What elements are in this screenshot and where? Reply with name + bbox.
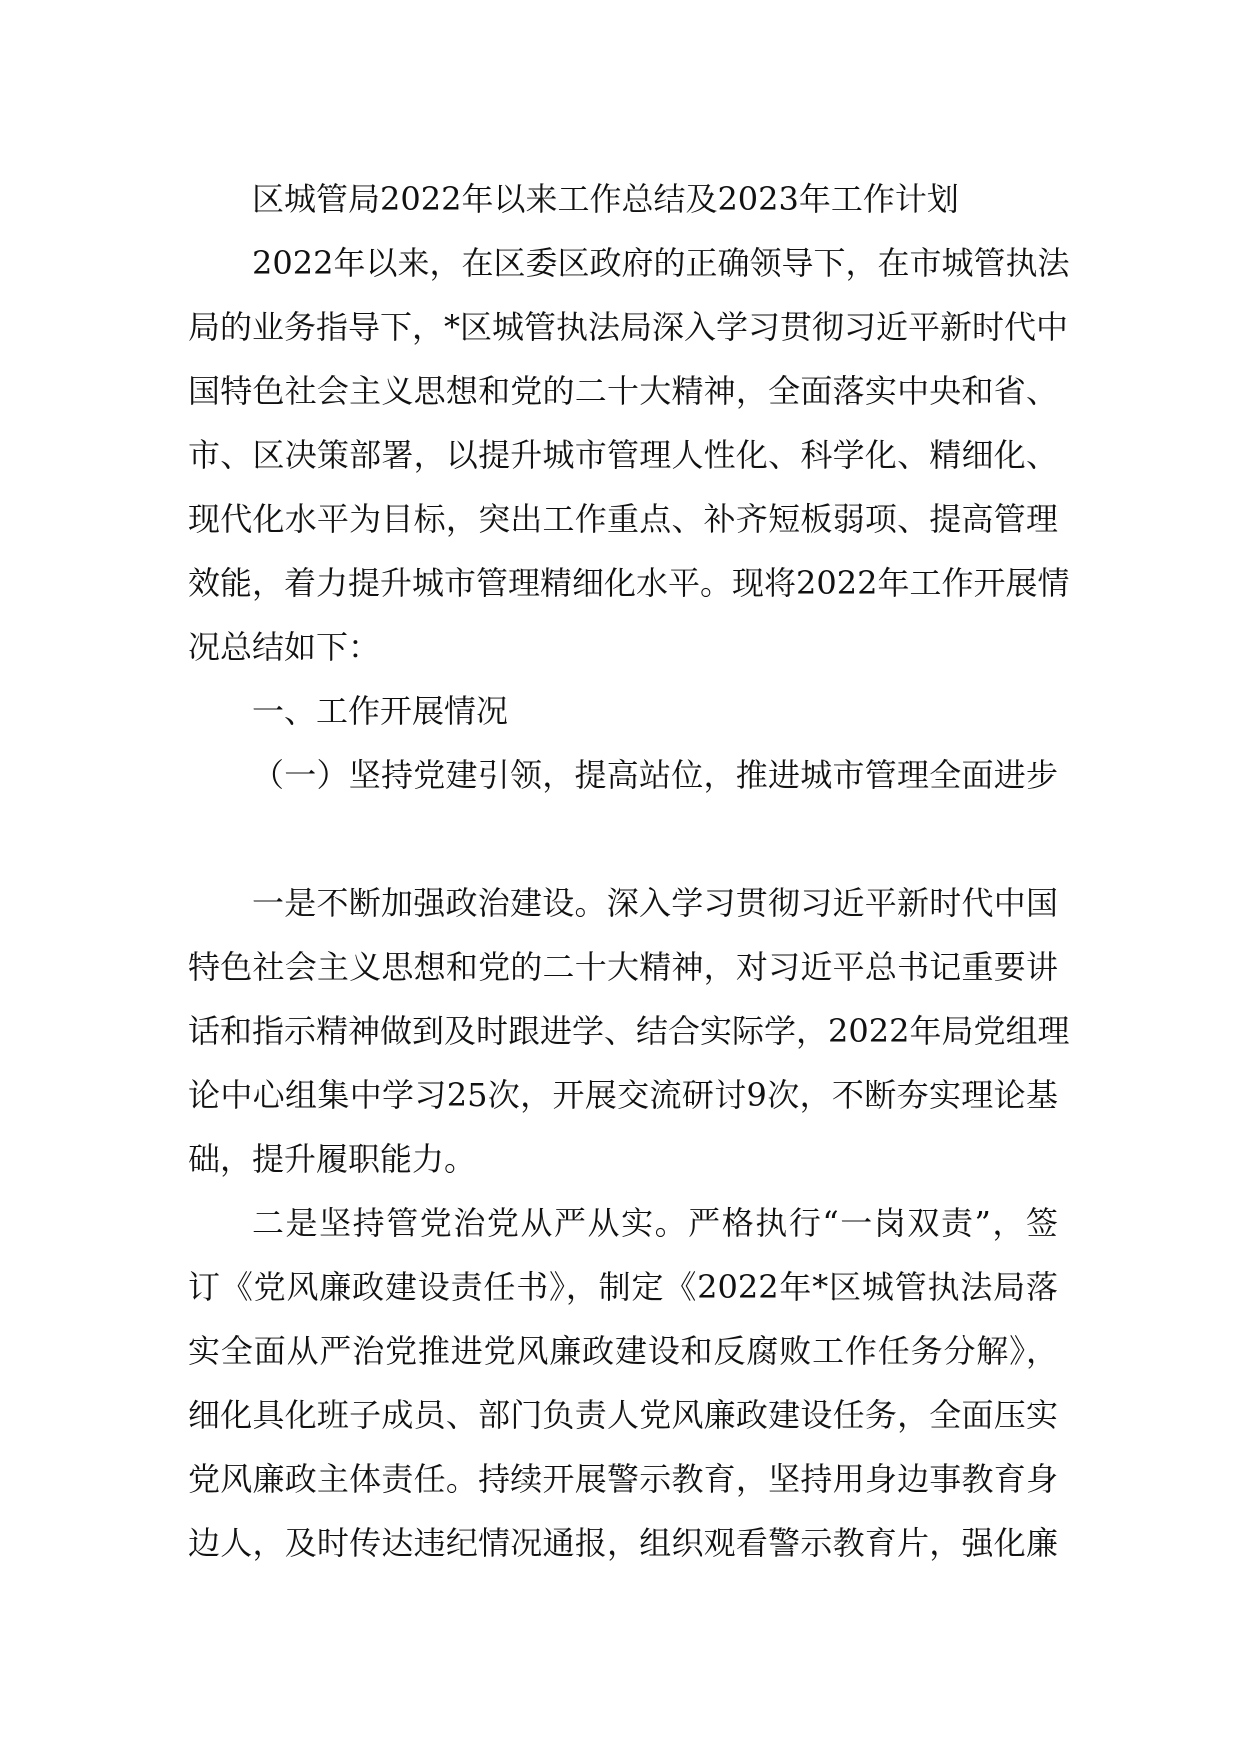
- paragraph-line: 细化具化班子成员、部门负责人党风廉政建设任务，全面压实: [188, 1396, 1058, 1434]
- intro-line: 现代化水平为目标，突出工作重点、补齐短板弱项、提高管理: [188, 500, 1058, 538]
- paragraph-party-discipline: [188, 1191, 1058, 1575]
- paragraph-line: 订《党风廉政建设责任书》，制定《2022年*区城管执法局落: [188, 1268, 1058, 1306]
- paragraph-line: 论中心组集中学习25次，开展交流研讨9次，不断夯实理论基: [188, 1076, 1058, 1114]
- document-title: 区城管局2022年以来工作总结及2023年工作计划: [252, 180, 959, 218]
- blank-line: [188, 807, 1058, 871]
- paragraph-line: 党风廉政主体责任。持续开展警示教育，坚持用身边事教育身: [188, 1460, 1058, 1498]
- paragraph-line: 二是坚持管党治党从严从实。严格执行“一岗双责”，签: [252, 1204, 1058, 1242]
- paragraph-line: 边人，及时传达违纪情况通报，组织观看警示教育片，强化廉: [188, 1524, 1058, 1562]
- intro-line: 2022年以来，在区委区政府的正确领导下，在市城管执法: [252, 244, 1070, 282]
- paragraph-line: 实全面从严治党推进党风廉政建设和反腐败工作任务分解》，: [188, 1332, 1058, 1370]
- intro-line: 效能，着力提升城市管理精细化水平。现将2022年工作开展情: [188, 564, 1070, 602]
- paragraph-line: 特色社会主义思想和党的二十大精神，对习近平总书记重要讲: [188, 948, 1058, 986]
- intro-paragraph: [188, 231, 1070, 679]
- document-body: [188, 167, 1070, 1575]
- paragraph-political-building: [188, 871, 1070, 1191]
- subsection-heading: （一）坚持党建引领，提高站位，推进城市管理全面进步: [252, 756, 1058, 794]
- intro-line: 市、区决策部署，以提升城市管理人性化、科学化、精细化、: [188, 436, 1058, 474]
- paragraph-line: 一是不断加强政治建设。深入学习贯彻习近平新时代中国: [252, 884, 1058, 922]
- paragraph-line: 话和指示精神做到及时跟进学、结合实际学，2022年局党组理: [188, 1012, 1070, 1050]
- paragraph-line: 础，提升履职能力。: [188, 1140, 477, 1178]
- intro-line: 国特色社会主义思想和党的二十大精神，全面落实中央和省、: [188, 372, 1058, 410]
- intro-line: 局的业务指导下，*区城管执法局深入学习贯彻习近平新时代中: [188, 308, 1069, 346]
- section-heading: 一、工作开展情况: [252, 692, 509, 730]
- intro-line: 况总结如下：: [188, 628, 381, 666]
